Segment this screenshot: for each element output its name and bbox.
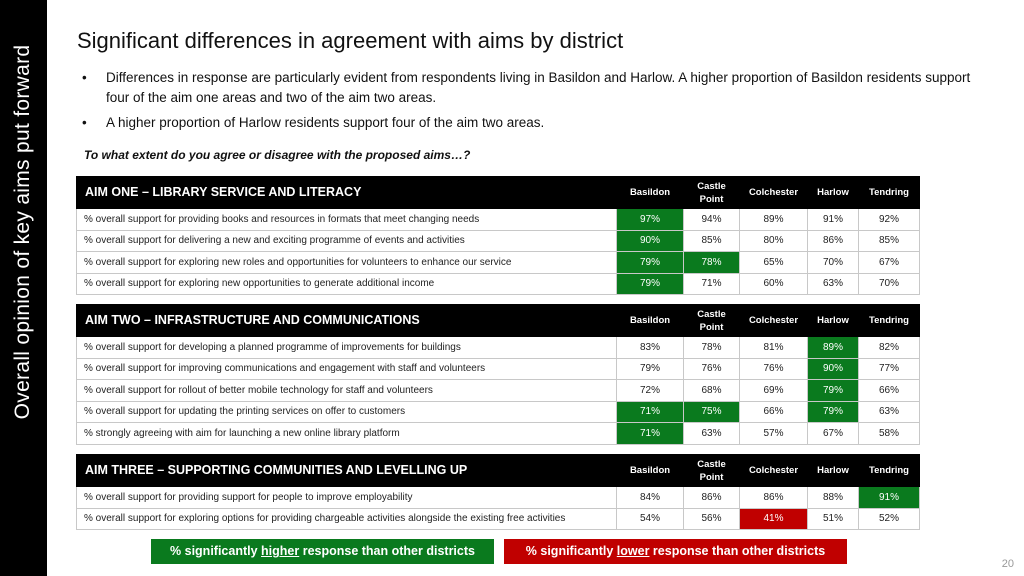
value-cell: 76% [684,358,740,380]
col-castle-point: Castle Point [684,455,740,487]
bullet-list [82,68,972,138]
value-cell: 97% [617,209,684,231]
value-cell: 54% [617,508,684,530]
table-row [77,380,920,402]
value-cell: 60% [740,273,808,295]
value-cell: 72% [617,380,684,402]
aim-one-table [76,176,920,295]
value-cell: 66% [740,401,808,423]
value-cell: 75% [684,401,740,423]
value-cell: 56% [684,508,740,530]
page-number: 20 [1001,558,1014,570]
page-title: Significant differences in agreement with aims by district [77,28,624,53]
table-header [77,305,920,337]
value-cell: 79% [617,252,684,274]
col-castle-point: Castle Point [684,177,740,209]
value-cell: 65% [740,252,808,274]
value-cell: 86% [740,487,808,509]
col-harlow: Harlow [808,305,859,337]
table-row [77,508,920,530]
row-label: % overall support for providing support for people to improve employability [77,487,617,509]
table-row [77,337,920,359]
value-cell: 81% [740,337,808,359]
col-tendring: Tendring [859,305,920,337]
table-row [77,401,920,423]
value-cell: 66% [859,380,920,402]
value-cell: 86% [808,230,859,252]
value-cell: 57% [740,423,808,445]
row-label: % overall support for providing books and resources in formats that meet changing needs [77,209,617,231]
table-row [77,487,920,509]
bullet-dot: • [82,115,87,130]
value-cell: 76% [740,358,808,380]
value-cell: 71% [617,423,684,445]
value-cell: 68% [684,380,740,402]
table-row [77,230,920,252]
row-label: % overall support for improving communications and engagement with staff and volunteers [77,358,617,380]
value-cell: 63% [808,273,859,295]
col-castle-point: Castle Point [684,305,740,337]
value-cell: 71% [684,273,740,295]
table-header [77,455,920,487]
table-header [77,177,920,209]
value-cell: 89% [740,209,808,231]
row-label: % overall support for delivering a new and exciting programme of events and activities [77,230,617,252]
aim-three-table [76,454,920,530]
value-cell: 94% [684,209,740,231]
col-harlow: Harlow [808,177,859,209]
col-tendring: Tendring [859,455,920,487]
table-row [77,273,920,295]
aim-title: AIM TWO – INFRASTRUCTURE AND COMMUNICATIONS [77,305,617,337]
col-harlow: Harlow [808,455,859,487]
value-cell: 83% [617,337,684,359]
value-cell: 52% [859,508,920,530]
bullet-text: Differences in response are particularly evident from respondents living in Basildon and Harlow. A higher proportion of Basildon residents support four of the aim one areas and two of the aim two areas. [106,70,971,105]
sidebar [0,0,47,576]
value-cell: 69% [740,380,808,402]
value-cell: 63% [859,401,920,423]
row-label: % overall support for developing a planned programme of improvements for buildings [77,337,617,359]
value-cell: 80% [740,230,808,252]
value-cell: 79% [617,358,684,380]
bullet-text: A higher proportion of Harlow residents support four of the aim two areas. [106,115,545,130]
value-cell: 70% [808,252,859,274]
value-cell: 84% [617,487,684,509]
col-basildon: Basildon [617,455,684,487]
row-label: % overall support for exploring new opportunities to generate additional income [77,273,617,295]
legend-lower: % significantly lower response than other districts [504,539,847,564]
value-cell: 67% [808,423,859,445]
aim-two-table [76,304,920,445]
value-cell: 92% [859,209,920,231]
sidebar-title: Overall opinion of key aims put forward [11,44,34,420]
value-cell: 71% [617,401,684,423]
value-cell: 88% [808,487,859,509]
col-colchester: Colchester [740,455,808,487]
row-label: % overall support for exploring new roles and opportunities for volunteers to enhance our service [77,252,617,274]
value-cell: 91% [859,487,920,509]
value-cell: 67% [859,252,920,274]
col-basildon: Basildon [617,305,684,337]
value-cell: 78% [684,337,740,359]
bullet-item [82,68,972,108]
table-row [77,358,920,380]
bullet-item [82,113,972,133]
value-cell: 82% [859,337,920,359]
value-cell: 79% [808,380,859,402]
aim-title: AIM THREE – SUPPORTING COMMUNITIES AND LEVELLING UP [77,455,617,487]
table-row [77,209,920,231]
survey-question: To what extent do you agree or disagree with the proposed aims…? [84,148,471,162]
table-row [77,423,920,445]
value-cell: 41% [740,508,808,530]
value-cell: 78% [684,252,740,274]
value-cell: 70% [859,273,920,295]
value-cell: 85% [859,230,920,252]
col-tendring: Tendring [859,177,920,209]
table-row [77,252,920,274]
value-cell: 79% [808,401,859,423]
row-label: % overall support for exploring options for providing chargeable activities alongside the existing free activities [77,508,617,530]
bullet-dot: • [82,70,87,85]
value-cell: 91% [808,209,859,231]
row-label: % overall support for updating the printing services on offer to customers [77,401,617,423]
col-basildon: Basildon [617,177,684,209]
col-colchester: Colchester [740,305,808,337]
value-cell: 86% [684,487,740,509]
value-cell: 51% [808,508,859,530]
value-cell: 58% [859,423,920,445]
col-colchester: Colchester [740,177,808,209]
aim-title: AIM ONE – LIBRARY SERVICE AND LITERACY [77,177,617,209]
legend-higher: % significantly higher response than other districts [151,539,494,564]
value-cell: 79% [617,273,684,295]
value-cell: 63% [684,423,740,445]
value-cell: 89% [808,337,859,359]
value-cell: 77% [859,358,920,380]
value-cell: 90% [617,230,684,252]
row-label: % overall support for rollout of better mobile technology for staff and volunteers [77,380,617,402]
row-label: % strongly agreeing with aim for launching a new online library platform [77,423,617,445]
value-cell: 85% [684,230,740,252]
value-cell: 90% [808,358,859,380]
